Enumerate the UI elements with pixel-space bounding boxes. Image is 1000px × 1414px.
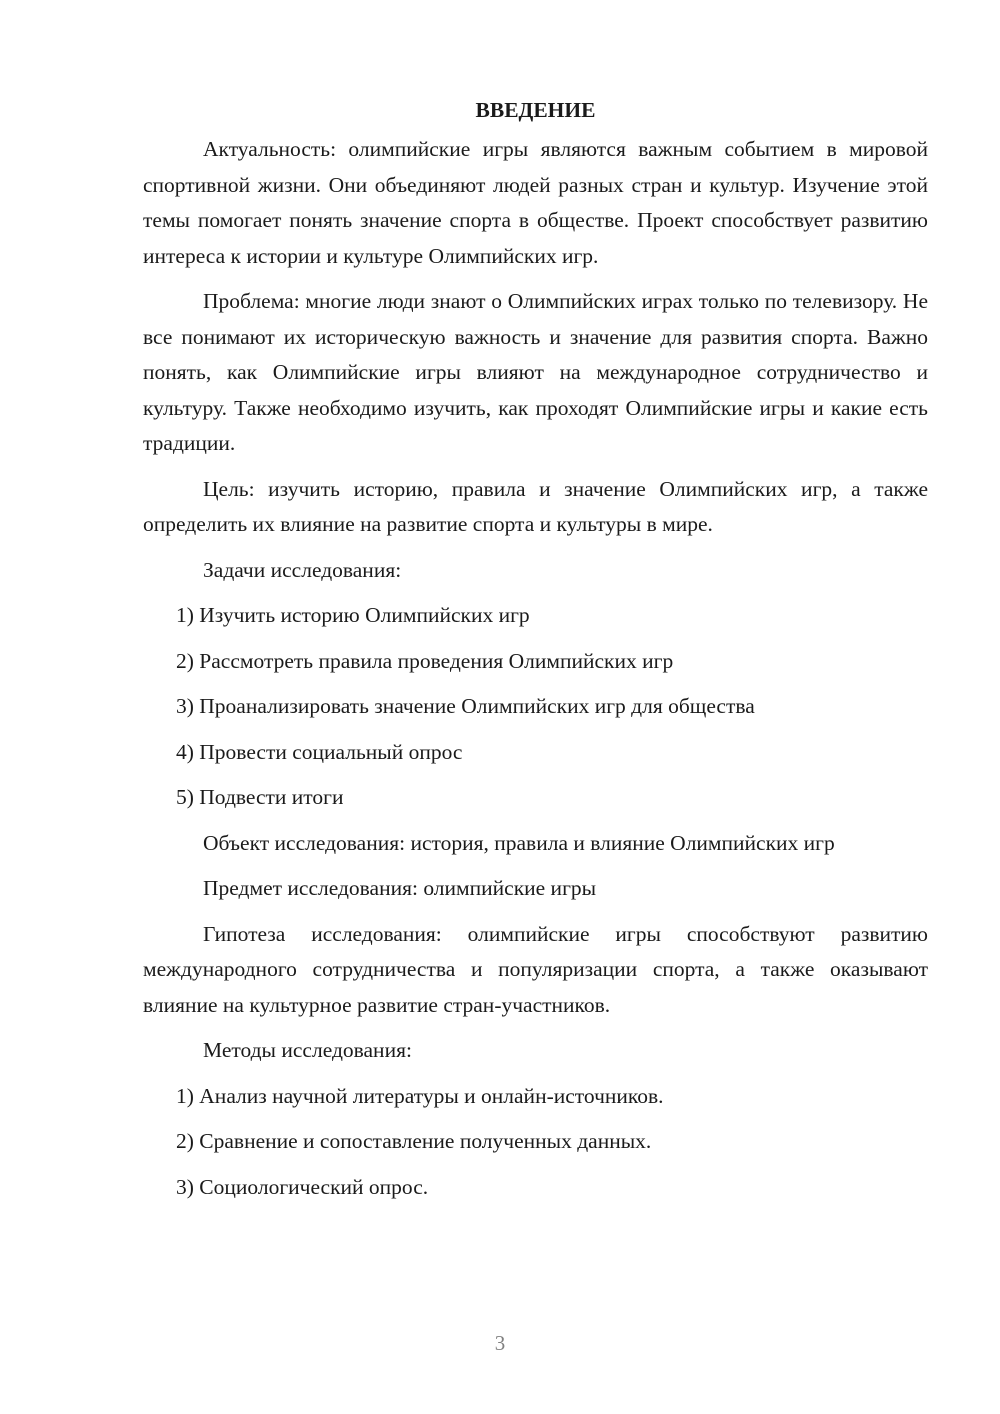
methods-list — [143, 1079, 928, 1206]
tasks-heading: Задачи исследования: — [203, 557, 402, 582]
task-item: 5) Подвести итоги — [176, 785, 344, 809]
object-paragraph: Объект исследования: история, правила и влияние Олимпийских игр — [203, 830, 835, 855]
method-item: 2) Сравнение и сопоставление полученных данных. — [176, 1129, 652, 1153]
hypothesis-paragraph: Гипотеза исследования: олимпийские игры способствуют развитию международного сотрудничества и популяризации спорта, а также оказывают влияние на культурное развитие стран-участников. — [143, 921, 928, 1017]
problem-paragraph: Проблема: многие люди знают о Олимпийских играх только по телевизору. Не все понимают их историческую важность и значение для развития спорта. Важно понять, как Олимпийские игры влияют на международное сотрудничество и культуру. Также необходимо изучить, как проходят Олимпийские игры и какие есть традиции. — [143, 289, 928, 455]
task-item: 4) Провести социальный опрос — [176, 739, 463, 764]
method-item: 3) Социологический опрос. — [176, 1174, 429, 1199]
page-title: ВВЕДЕНИЕ — [475, 98, 596, 122]
task-item: 3) Проанализировать значение Олимпийских игр для общества — [176, 694, 755, 718]
task-item: 1) Изучить историю Олимпийских игр — [176, 603, 530, 627]
method-item: 1) Анализ научной литературы и онлайн-источников. — [176, 1083, 664, 1108]
task-item: 2) Рассмотреть правила проведения Олимпийских игр — [176, 648, 674, 673]
relevance-paragraph: Актуальность: олимпийские игры являются важным событием в мировой спортивной жизни. Они объединяют людей разных стран и культур. Изучение этой темы помогает понять значение спорта в обществе. Проект способствует развитию интереса к истории и культуре Олимпийских игр. — [143, 137, 928, 268]
page-number: 3 — [494, 1331, 506, 1355]
subject-paragraph: Предмет исследования: олимпийские игры — [203, 876, 597, 900]
document-page — [143, 92, 928, 1215]
goal-paragraph: Цель: изучить историю, правила и значение Олимпийских игр, а также определить их влияние на развитие спорта и культуры в мире. — [143, 476, 928, 536]
tasks-list — [143, 598, 928, 816]
methods-heading: Методы исследования: — [203, 1038, 412, 1062]
